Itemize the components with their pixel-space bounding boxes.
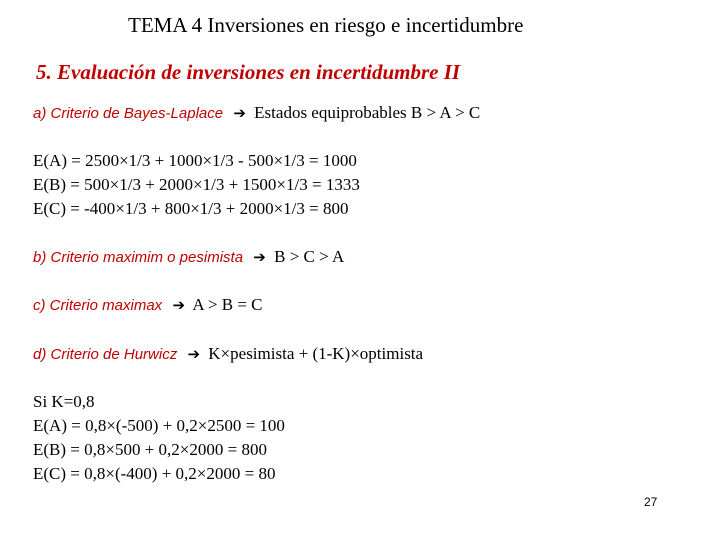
expectation-line: E(B) = 500×1/3 + 2000×1/3 + 1500×1/3 = 1333: [33, 175, 360, 194]
criterion-result: B > C > A: [274, 247, 345, 266]
hurwicz-line: E(B) = 0,8×500 + 0,2×2000 = 800: [33, 440, 267, 459]
criterion-label: d) Criterio de Hurwicz: [33, 346, 178, 363]
arrow-right-icon: ➔: [233, 104, 246, 122]
criterion-result: Estados equiprobables B > A > C: [254, 103, 481, 122]
criterion-hurwicz: [33, 343, 423, 366]
expectation-line: E(C) = -400×1/3 + 800×1/3 + 2000×1/3 = 800: [33, 199, 349, 218]
hurwicz-line: E(C) = 0,8×(-400) + 0,2×2000 = 80: [33, 464, 276, 483]
hurwicz-k-value: Si K=0,8: [33, 392, 95, 411]
criterion-result: K×pesimista + (1-K)×optimista: [208, 344, 424, 363]
criterion-label: c) Criterio maximax: [33, 297, 163, 314]
page-number: 27: [644, 495, 658, 509]
criterion-label: b) Criterio maximim o pesimista: [33, 249, 244, 266]
criterion-label: a) Criterio de Bayes-Laplace: [33, 105, 224, 122]
section-subtitle: 5. Evaluación de inversiones en incertidumbre II: [36, 60, 461, 84]
criterion-result: A > B = C: [192, 295, 263, 314]
arrow-right-icon: ➔: [253, 248, 266, 266]
arrow-right-icon: ➔: [172, 296, 186, 314]
hurwicz-line: E(A) = 0,8×(-500) + 0,2×2500 = 100: [33, 416, 285, 435]
slide-title: TEMA 4 Inversiones en riesgo e incertidumbre: [128, 13, 524, 37]
criterion-bayes-laplace: [33, 102, 480, 125]
criterion-maximax: [33, 294, 263, 317]
expectation-line: E(A) = 2500×1/3 + 1000×1/3 - 500×1/3 = 1000: [33, 151, 357, 170]
criterion-maximim: [33, 246, 344, 269]
arrow-right-icon: ➔: [187, 345, 201, 363]
